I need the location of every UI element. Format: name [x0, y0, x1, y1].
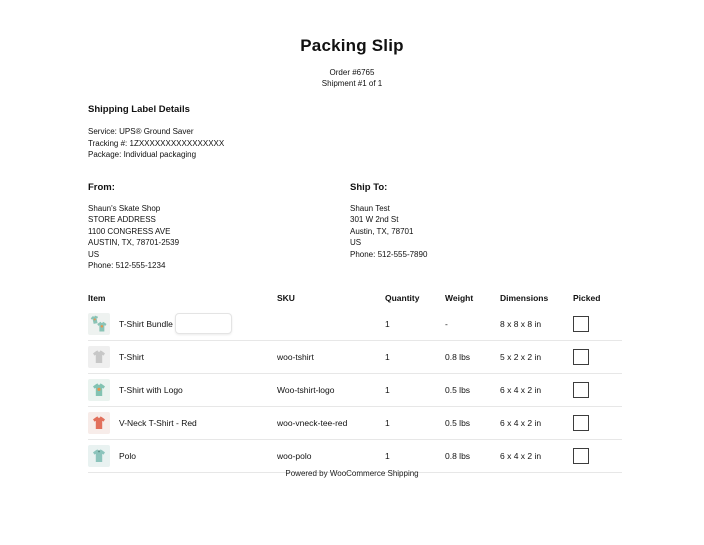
item-name: V-Neck T-Shirt - Red	[119, 417, 197, 428]
tracking-line: Tracking #: 1ZXXXXXXXXXXXXXXXX	[88, 138, 225, 148]
product-thumbnail	[88, 313, 110, 335]
tshirt-icon	[91, 349, 107, 365]
col-header-quantity: Quantity	[385, 292, 420, 303]
ship-to-line: Phone: 512-555-7890	[350, 249, 428, 259]
from-line: STORE ADDRESS	[88, 215, 156, 224]
from-heading: From:	[88, 181, 115, 193]
picked-checkbox[interactable]	[573, 316, 589, 332]
from-line: Phone: 512-555-1234	[88, 261, 166, 270]
shipment-number: Shipment #1 of 1	[321, 79, 383, 88]
polo-shirt-icon	[91, 448, 107, 464]
item-quantity: 1	[385, 318, 390, 329]
from-line: US	[88, 249, 100, 259]
from-address	[88, 182, 350, 272]
ship-to-line: Austin, TX, 78701	[350, 226, 414, 236]
item-quantity: 1	[385, 384, 390, 395]
table-row	[88, 341, 622, 374]
item-name: T-Shirt	[119, 351, 145, 362]
item-dimensions: 5 x 2 x 2 in	[500, 351, 542, 362]
col-header-item: Item	[88, 292, 106, 303]
item-dimensions: 6 x 4 x 2 in	[500, 384, 542, 395]
item-dimensions: 8 x 8 x 8 in	[500, 318, 542, 329]
service-line: Service: UPS® Ground Saver	[88, 127, 194, 136]
item-weight: 0.5 lbs	[445, 384, 471, 395]
item-quantity: 1	[385, 417, 390, 428]
ship-to-line: 301 W 2nd St	[350, 215, 399, 224]
col-header-picked: Picked	[573, 292, 601, 303]
package-line: Package: Individual packaging	[88, 150, 197, 159]
picked-checkbox[interactable]	[573, 382, 589, 398]
col-header-weight: Weight	[445, 292, 474, 303]
from-line: AUSTIN, TX, 78701-2539	[88, 238, 180, 247]
picked-checkbox[interactable]	[573, 349, 589, 365]
order-number: Order #6765	[329, 68, 375, 77]
vneck-tshirt-icon	[91, 415, 107, 431]
item-sku: woo-vneck-tee-red	[277, 417, 348, 428]
ship-to-address	[350, 182, 622, 272]
col-header-dimensions: Dimensions	[500, 292, 549, 303]
col-header-sku: SKU	[277, 292, 295, 303]
item-quantity: 1	[385, 450, 390, 461]
tshirt-logo-icon	[91, 382, 107, 398]
item-weight: -	[445, 318, 448, 329]
table-row	[88, 440, 622, 473]
ship-to-line: US	[350, 238, 362, 247]
item-dimensions: 6 x 4 x 2 in	[500, 450, 542, 461]
shipping-label-details-heading: Shipping Label Details	[88, 104, 190, 115]
item-sku: woo-tshirt	[277, 351, 314, 362]
item-sku: woo-polo	[277, 450, 312, 461]
items-table	[88, 293, 622, 473]
from-line: 1100 CONGRESS AVE	[88, 226, 171, 236]
product-thumbnail	[88, 346, 110, 368]
item-weight: 0.8 lbs	[445, 351, 471, 362]
item-weight: 0.8 lbs	[445, 450, 471, 461]
footer-text: Powered by WooCommerce Shipping	[285, 469, 419, 478]
shipping-label-details-section	[88, 104, 622, 161]
item-dimensions: 6 x 4 x 2 in	[500, 417, 542, 428]
picked-checkbox[interactable]	[573, 448, 589, 464]
item-sku: Woo-tshirt-logo	[277, 384, 335, 395]
tshirt-bundle-icon	[89, 314, 109, 334]
item-name: T-Shirt with Logo	[119, 384, 183, 395]
item-quantity: 1	[385, 351, 390, 362]
table-row	[88, 308, 622, 341]
table-header-row	[88, 293, 622, 308]
item-name: T-Shirt Bundle	[119, 318, 173, 329]
product-thumbnail	[88, 379, 110, 401]
product-thumbnail	[88, 412, 110, 434]
item-name-input[interactable]	[175, 313, 232, 334]
order-info	[0, 67, 704, 89]
ship-to-line: Shaun Test	[350, 203, 390, 213]
ship-to-heading: Ship To:	[350, 181, 388, 193]
picked-checkbox[interactable]	[573, 415, 589, 431]
table-row	[88, 407, 622, 440]
product-thumbnail	[88, 445, 110, 467]
table-row	[88, 374, 622, 407]
item-name: Polo	[119, 450, 137, 461]
page-title: Packing Slip	[300, 36, 404, 55]
from-line: Shaun's Skate Shop	[88, 203, 161, 213]
item-weight: 0.5 lbs	[445, 417, 471, 428]
